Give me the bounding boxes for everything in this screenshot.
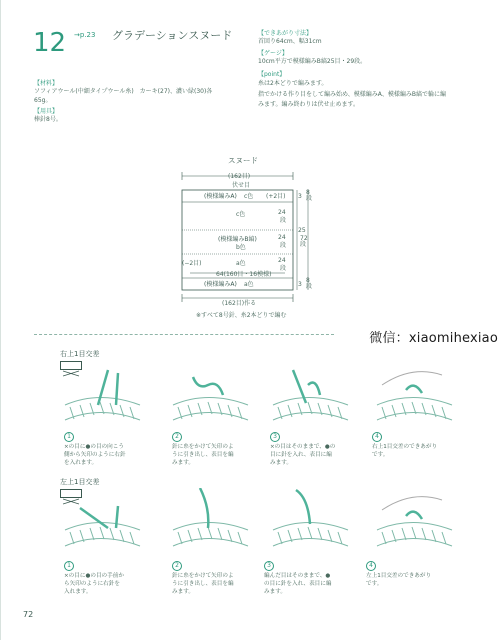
row-a-mid-note: (−2目) xyxy=(182,260,202,267)
row-count-c: 24 xyxy=(278,209,286,216)
total-unit: 72段 xyxy=(300,235,308,248)
page-number: 72 xyxy=(23,610,34,619)
row-a-bottom-label: (模様編みA) xyxy=(204,281,237,288)
row-unit-bottom: 8段 xyxy=(306,277,313,290)
left-cross-illustrations xyxy=(60,488,460,560)
left-step-4-text: 左上1目交差のできあがり です。 xyxy=(366,573,432,587)
row-count-a: 24 xyxy=(278,257,286,264)
row-b-sub: b色 xyxy=(236,244,246,251)
knit-illustration-r1 xyxy=(65,370,140,420)
row-unit-a: 段 xyxy=(280,265,287,272)
left-step-3-text: 編んだ目はそのままで、● の目に針を入れ、表目に編 みます。 xyxy=(264,573,332,595)
row-count-b: 24 xyxy=(278,234,286,241)
row-unit-b: 段 xyxy=(280,242,287,249)
left-cross-heading: 左上1目交差 xyxy=(60,478,100,486)
pattern-title: グラデーションスヌード xyxy=(112,29,233,42)
point-text-3: みます。編み終わりは伏せ止めます。 xyxy=(258,101,360,108)
total-count: 25 xyxy=(298,227,306,234)
row-c-label: c色 xyxy=(236,211,246,218)
row-count-bottom: 3 xyxy=(298,281,302,288)
diagram-title: スヌード xyxy=(228,156,258,165)
row-count-top: 3 xyxy=(298,193,302,200)
point-label: 【point】 xyxy=(258,71,286,78)
page-reference: →p.23 xyxy=(74,31,96,39)
watermark-text: 微信：xiaomihexiao xyxy=(369,331,498,346)
left-step-2-text: 針に糸をかけて矢印のよ うに引き出し、表目を編 みます。 xyxy=(172,573,234,595)
tools-text: 棒針8号。 xyxy=(34,116,62,123)
row-a-top-note: (+2目) xyxy=(266,193,286,200)
right-step-4-number: 4 xyxy=(372,432,382,442)
point-text-2: 指でかける作り目をして編み始め、模様編みA、模様編みB縞で輪に編 xyxy=(258,91,446,98)
left-step-2-number: 2 xyxy=(172,561,182,571)
bottom-count: (162目)作る xyxy=(222,300,257,307)
row-b-label: (模様編みB縞) xyxy=(218,236,257,243)
top-count: (162目) xyxy=(228,173,251,180)
size-label: 【できあがり寸法】 xyxy=(258,30,313,37)
width-note: 64(160目・16模様) xyxy=(216,271,272,278)
row-a-top-label: (模様編みA) xyxy=(204,193,237,200)
gauge-label: 【ゲージ】 xyxy=(258,50,288,57)
right-step-4-text: 右上1目交差のできあがり です。 xyxy=(372,444,438,458)
page-edge-line xyxy=(0,0,1,640)
materials-label: 【材料】 xyxy=(34,80,59,87)
right-cross-heading: 右上1目交差 xyxy=(60,350,100,358)
materials-text-1: ソフィアウール(中細タイプウール糸) カーキ(27)、濃い緑(30)各 xyxy=(34,88,213,95)
right-step-2-text: 針に糸をかけて矢印のよ うに引き出し、表目を編 みます。 xyxy=(172,444,234,466)
row-a-top-color: c色 xyxy=(244,193,254,200)
top-note: 伏せ目 xyxy=(232,182,251,189)
row-unit-top: 8段 xyxy=(306,189,313,202)
point-text-1: 糸は2本どりで編みます。 xyxy=(258,80,328,87)
right-step-1-text: ×の目に●の目の向こう 側から矢印のように右針 を入れます。 xyxy=(64,444,126,466)
right-step-3-number: 3 xyxy=(270,432,280,442)
tools-label: 【用具】 xyxy=(34,108,59,115)
row-a-mid-label: a色 xyxy=(236,260,246,267)
materials-text-2: 65g。 xyxy=(34,97,52,104)
row-a-bottom-color: a色 xyxy=(244,281,254,288)
left-step-3-number: 3 xyxy=(264,561,274,571)
pattern-number: 12 xyxy=(33,28,67,58)
row-unit-c: 段 xyxy=(280,217,287,224)
left-step-1-text: ×の目に●の目の手前か ら矢印のように右針を 入れます。 xyxy=(64,573,124,595)
right-step-3-text: ×の目はそのままで、●の 目に針を入れ、表目に編 みます。 xyxy=(270,444,336,466)
right-step-2-number: 2 xyxy=(172,432,182,442)
diagram-footnote: ※すべて8号針、糸2本どりで編む xyxy=(196,312,287,319)
section-divider xyxy=(34,334,334,335)
size-text: 首回り64cm、幅31cm xyxy=(258,38,322,45)
left-step-1-number: 1 xyxy=(64,561,74,571)
gauge-text: 10cm平方で模様編みB縞25目・29段。 xyxy=(258,58,367,65)
right-cross-illustrations xyxy=(60,365,460,435)
left-step-4-number: 4 xyxy=(366,561,376,571)
right-step-1-number: 1 xyxy=(64,432,74,442)
